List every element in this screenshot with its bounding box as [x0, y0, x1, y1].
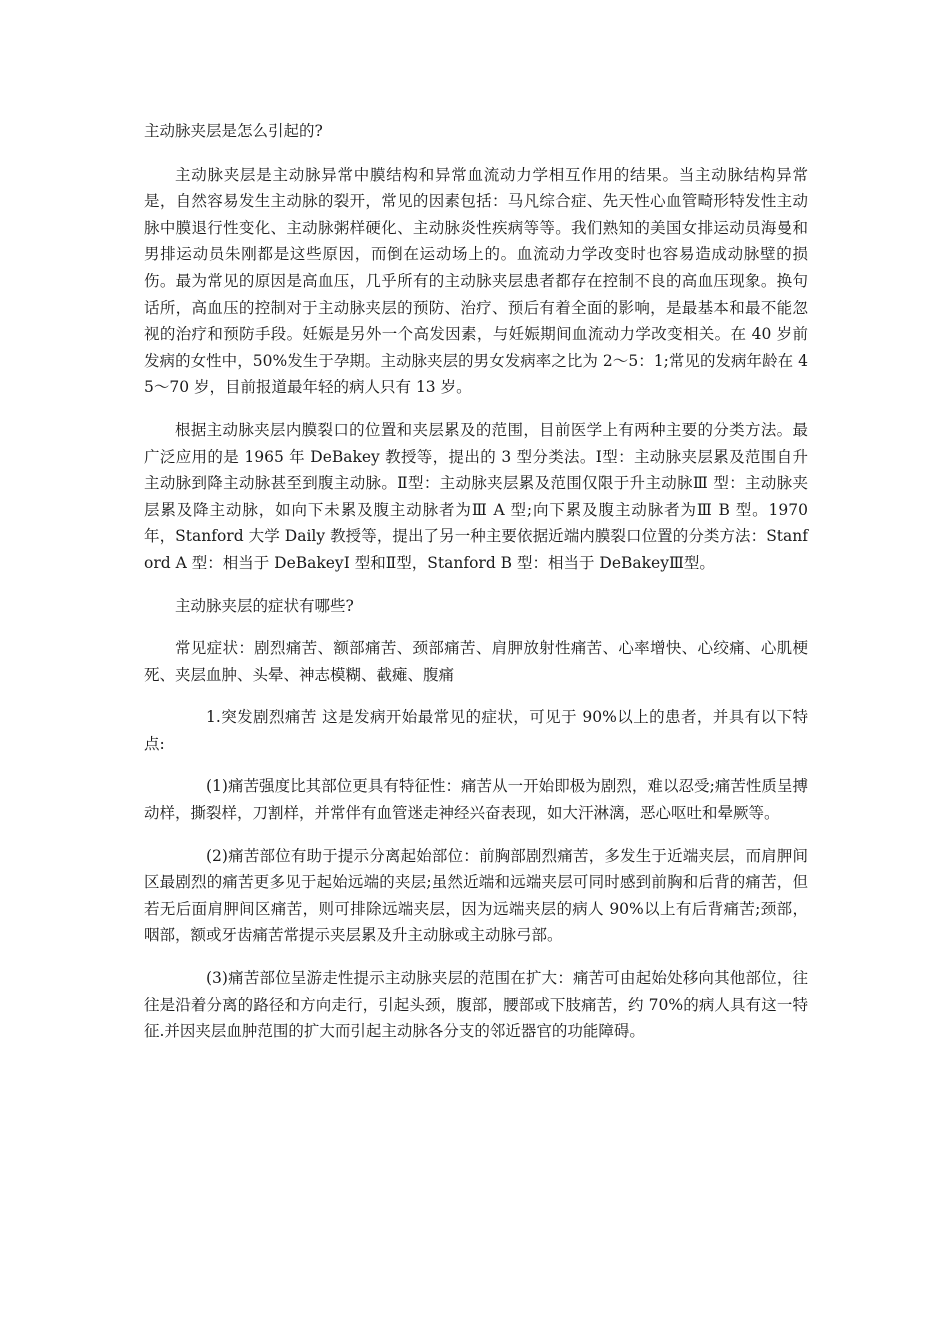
paragraph-pain-migration: (3)痛苦部位呈游走性提示主动脉夹层的范围在扩大：痛苦可由起始处移向其他部位，往往是沿着分离的路径和方向走行，引起头颈，腹部，腰部或下肢痛苦，约 70%的病人具有这一特征.并因夹层血肿范围的扩大而引起主动脉各分支的邻近器官的功能障碍。: [144, 969, 808, 1041]
paragraph-causes: 主动脉夹层是主动脉异常中膜结构和异常血流动力学相互作用的结果。当主动脉结构异常是，自然容易发生主动脉的裂开，常见的因素包括：马凡综合症、先天性心血管畸形特发性主动脉中膜退行性变化、主动脉粥样硬化、主动脉炎性疾病等等。我们熟知的美国女排运动员海曼和男排运动员朱刚都是这些原因，而倒在运动场上的。血流动力学改变时也容易造成动脉壁的损伤。最为常见的原因是高血压，几乎所有的主动脉夹层患者都存在控制不良的高血压现象。换句话所，高血压的控制对于主动脉夹层的预防、治疗、预后有着全面的影响，是最基本和最不能忽视的治疗和预防手段。妊娠是另外一个高发因素，与妊娠期间血流动力学改变相关。在 40 岁前发病的女性中，50%发生于孕期。主动脉夹层的男女发病率之比为 2～5：1;常见的发病年龄在 45～70 岁，目前报道最年轻的病人只有 13 岁。: [144, 165, 808, 397]
paragraph-classification: 根据主动脉夹层内膜裂口的位置和夹层累及的范围，目前医学上有两种主要的分类方法。最广泛应用的是 1965 年 DeBakey 教授等，提出的 3 型分类法。Ⅰ型：主动脉夹层累及范围自升主动脉到降主动脉甚至到腹主动脉。Ⅱ型：主动脉夹层累及范围仅限于升主动脉Ⅲ 型：主动脉夹层累及降主动脉，如向下未累及腹主动脉者为Ⅲ A 型;向下累及腹主动脉者为Ⅲ B 型。1970 年，Stanford 大学 Daily 教授等，提出了另一种主要依据近端内膜裂口位置的分类方法：Stanford A 型：相当于 DeBakeyⅠ 型和Ⅱ型，Stanford B 型：相当于 DeBakeyⅢ型。: [144, 420, 808, 572]
paragraph-common-symptoms: 常见症状：剧烈痛苦、额部痛苦、颈部痛苦、肩胛放射性痛苦、心率增快、心绞痛、心肌梗死、夹层血肿、头晕、神志模糊、截瘫、腹痛: [144, 639, 808, 684]
document-title: 主动脉夹层是怎么引起的?: [144, 122, 323, 140]
paragraph-sudden-pain: 1.突发剧烈痛苦 这是发病开始最常见的症状，可见于 90%以上的患者，并具有以下特点:: [144, 708, 808, 753]
document-page: [144, 118, 808, 1061]
paragraph-pain-location: (2)痛苦部位有助于提示分离起始部位：前胸部剧烈痛苦，多发生于近端夹层，而肩胛间区最剧烈的痛苦更多见于起始远端的夹层;虽然近端和远端夹层可同时感到前胸和后背的痛苦，但若无后面肩胛间区痛苦，则可排除远端夹层，因为远端夹层的病人 90%以上有后背痛苦;颈部，咽部，额或牙齿痛苦常提示夹层累及升主动脉或主动脉弓部。: [144, 846, 808, 945]
section-heading-symptoms: 主动脉夹层的症状有哪些?: [175, 596, 354, 615]
paragraph-pain-intensity: (1)痛苦强度比其部位更具有特征性：痛苦从一开始即极为剧烈，难以忍受;痛苦性质呈搏动样，撕裂样，刀割样，并常伴有血管迷走神经兴奋表现，如大汗淋漓，恶心呕吐和晕厥等。: [144, 777, 808, 823]
